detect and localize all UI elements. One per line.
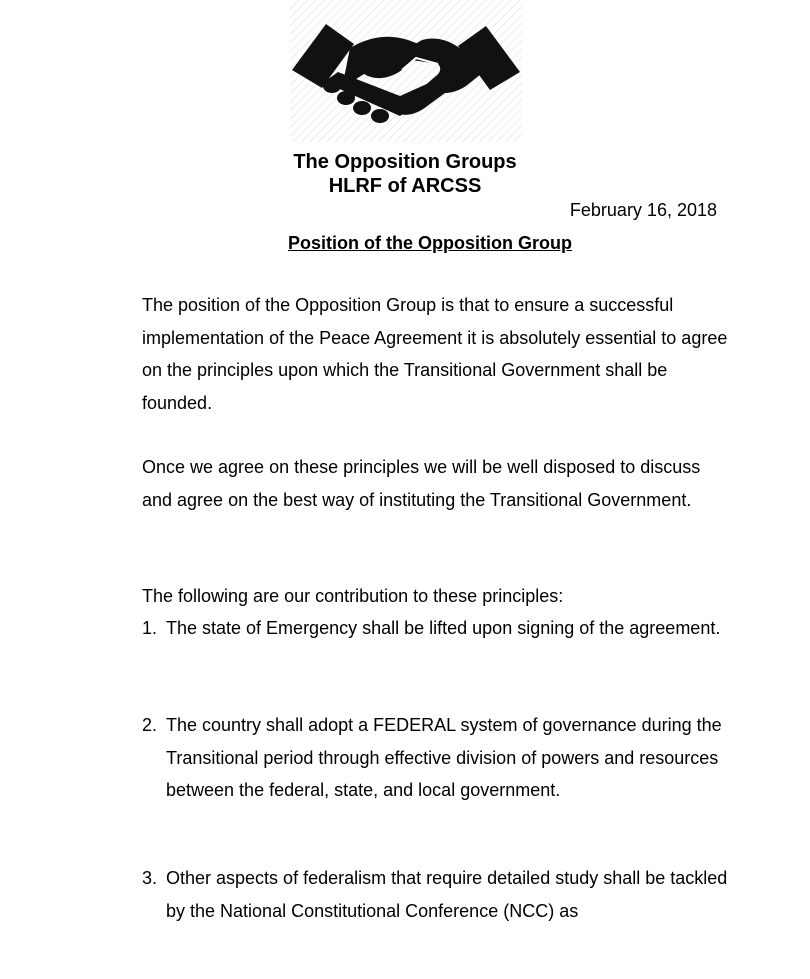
list-item-number: 3.	[142, 868, 158, 888]
paragraph-list-intro: The following are our contribution to these principles:	[142, 586, 564, 606]
list-item	[142, 612, 732, 645]
list-item-number: 1.	[142, 618, 158, 638]
list-item-text: Other aspects of federalism that require detailed study shall be tackled by the National Constitutional Conference (NCC) as	[166, 868, 728, 921]
list-item-text: The country shall adopt a FEDERAL system of governance during the Transitional period through effective division of powers and resources between the federal, state, and local government.	[166, 715, 722, 800]
list-item-text: The state of Emergency shall be lifted upon signing of the agreement.	[166, 618, 721, 638]
document-date: February 16, 2018	[569, 200, 717, 220]
paragraph-position: The position of the Opposition Group is that to ensure a successful implementation of the Peace Agreement it is absolutely essential to agree on the principles upon which the Transitional Government shall be founded.	[142, 295, 728, 413]
list-item	[142, 709, 732, 807]
org-name-line2: HLRF of ARCSS	[328, 175, 482, 197]
list-item-number: 2.	[142, 715, 158, 735]
document-title: Position of the Opposition Group	[288, 233, 572, 253]
org-name-line1: The Opposition Groups	[293, 151, 517, 173]
list-item	[142, 862, 732, 927]
paragraph-agreement: Once we agree on these principles we will be well disposed to discuss and agree on the best way of instituting the Transitional Government.	[142, 457, 701, 510]
handshake-icon	[290, 0, 522, 142]
